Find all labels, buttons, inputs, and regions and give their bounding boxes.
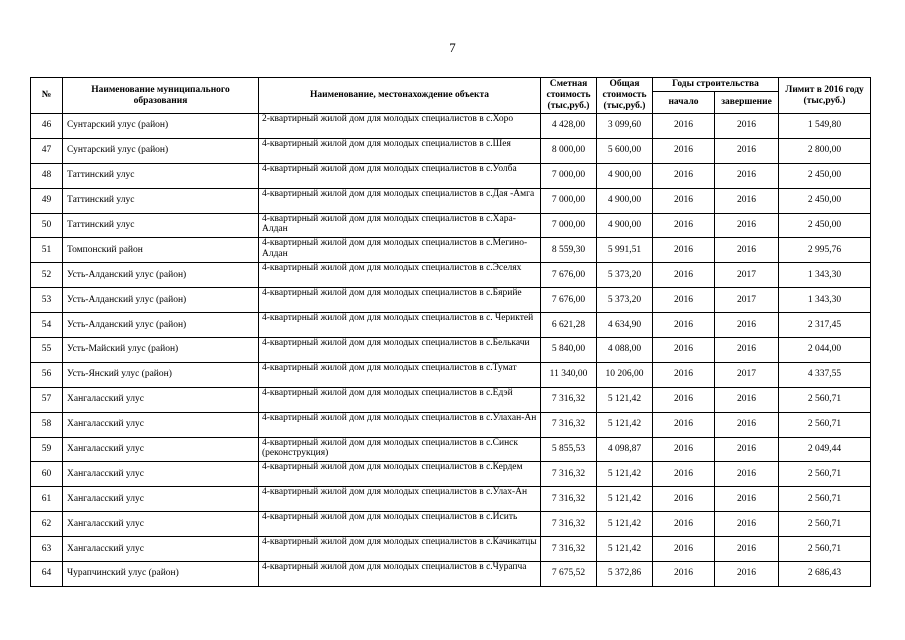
table-row bbox=[31, 387, 871, 412]
cell-object: 4-квартирный жилой дом для молодых специалистов в с.Едэй bbox=[259, 387, 541, 412]
cell-estimated-cost: 4 428,00 bbox=[541, 114, 597, 139]
cell-no: 58 bbox=[31, 412, 63, 437]
cell-end-year: 2016 bbox=[715, 512, 779, 537]
table-row bbox=[31, 562, 871, 587]
cell-limit: 2 560,71 bbox=[779, 387, 871, 412]
cell-total-cost: 5 121,42 bbox=[597, 512, 653, 537]
cell-estimated-cost: 7 316,32 bbox=[541, 537, 597, 562]
header-no: № bbox=[31, 78, 63, 114]
cell-estimated-cost: 7 675,52 bbox=[541, 562, 597, 587]
cell-object: 4-квартирный жилой дом для молодых специалистов в с.Мегино-Алдан bbox=[259, 238, 541, 263]
cell-start-year: 2016 bbox=[653, 512, 715, 537]
cell-no: 55 bbox=[31, 338, 63, 363]
cell-total-cost: 10 206,00 bbox=[597, 362, 653, 387]
cell-total-cost: 5 373,20 bbox=[597, 288, 653, 313]
header-total-cost: Общая стоимость (тыс,руб.) bbox=[597, 78, 653, 114]
cell-municipality: Усть-Алданский улус (район) bbox=[63, 313, 259, 338]
cell-no: 48 bbox=[31, 163, 63, 188]
cell-municipality: Хангаласский улус bbox=[63, 387, 259, 412]
cell-limit: 2 800,00 bbox=[779, 138, 871, 163]
cell-limit: 1 343,30 bbox=[779, 288, 871, 313]
header-end: завершение bbox=[715, 92, 779, 114]
cell-estimated-cost: 7 316,32 bbox=[541, 462, 597, 487]
cell-no: 51 bbox=[31, 238, 63, 263]
cell-object: 4-квартирный жилой дом для молодых специалистов в с.Тумат bbox=[259, 362, 541, 387]
cell-total-cost: 3 099,60 bbox=[597, 114, 653, 139]
cell-object: 4-квартирный жилой дом для молодых специалистов в с.Эселях bbox=[259, 263, 541, 288]
table-row bbox=[31, 412, 871, 437]
cell-no: 52 bbox=[31, 263, 63, 288]
cell-estimated-cost: 7 000,00 bbox=[541, 213, 597, 238]
cell-total-cost: 5 373,20 bbox=[597, 263, 653, 288]
cell-object: 4-квартирный жилой дом для молодых специалистов в с.Белькачи bbox=[259, 338, 541, 363]
cell-municipality: Таттинский улус bbox=[63, 213, 259, 238]
cell-estimated-cost: 7 316,32 bbox=[541, 487, 597, 512]
cell-limit: 2 995,76 bbox=[779, 238, 871, 263]
table-body bbox=[31, 114, 871, 587]
cell-end-year: 2016 bbox=[715, 387, 779, 412]
cell-start-year: 2016 bbox=[653, 387, 715, 412]
cell-object: 4-квартирный жилой дом для молодых специалистов в с.Исить bbox=[259, 512, 541, 537]
cell-municipality: Хангаласский улус bbox=[63, 462, 259, 487]
cell-total-cost: 5 121,42 bbox=[597, 462, 653, 487]
cell-start-year: 2016 bbox=[653, 362, 715, 387]
cell-object: 4-квартирный жилой дом для молодых специалистов в с.Бярийе bbox=[259, 288, 541, 313]
cell-estimated-cost: 8 000,00 bbox=[541, 138, 597, 163]
cell-estimated-cost: 7 676,00 bbox=[541, 288, 597, 313]
cell-estimated-cost: 7 000,00 bbox=[541, 163, 597, 188]
cell-no: 61 bbox=[31, 487, 63, 512]
cell-start-year: 2016 bbox=[653, 412, 715, 437]
table-row bbox=[31, 338, 871, 363]
cell-municipality: Хангаласский улус bbox=[63, 437, 259, 462]
cell-start-year: 2016 bbox=[653, 188, 715, 213]
table-header bbox=[31, 78, 871, 114]
cell-estimated-cost: 7 316,32 bbox=[541, 412, 597, 437]
cell-end-year: 2016 bbox=[715, 188, 779, 213]
table-row bbox=[31, 288, 871, 313]
table-row bbox=[31, 487, 871, 512]
cell-end-year: 2016 bbox=[715, 213, 779, 238]
cell-object: 4-квартирный жилой дом для молодых специалистов в с.Хара-Алдан bbox=[259, 213, 541, 238]
cell-end-year: 2016 bbox=[715, 338, 779, 363]
cell-end-year: 2016 bbox=[715, 412, 779, 437]
cell-total-cost: 4 634,90 bbox=[597, 313, 653, 338]
cell-limit: 2 450,00 bbox=[779, 188, 871, 213]
cell-end-year: 2017 bbox=[715, 263, 779, 288]
cell-estimated-cost: 5 840,00 bbox=[541, 338, 597, 363]
cell-start-year: 2016 bbox=[653, 138, 715, 163]
cell-start-year: 2016 bbox=[653, 163, 715, 188]
cell-no: 57 bbox=[31, 387, 63, 412]
cell-limit: 2 049,44 bbox=[779, 437, 871, 462]
table-row bbox=[31, 512, 871, 537]
cell-municipality: Томпонский район bbox=[63, 238, 259, 263]
cell-municipality: Таттинский улус bbox=[63, 163, 259, 188]
cell-end-year: 2016 bbox=[715, 537, 779, 562]
cell-municipality: Усть-Янский улус (район) bbox=[63, 362, 259, 387]
cell-start-year: 2016 bbox=[653, 537, 715, 562]
cell-limit: 2 317,45 bbox=[779, 313, 871, 338]
cell-object: 4-квартирный жилой дом для молодых специалистов в с.Дая -Амга bbox=[259, 188, 541, 213]
cell-end-year: 2016 bbox=[715, 114, 779, 139]
cell-end-year: 2016 bbox=[715, 562, 779, 587]
cell-total-cost: 4 900,00 bbox=[597, 188, 653, 213]
cell-municipality: Хангаласский улус bbox=[63, 512, 259, 537]
cell-end-year: 2017 bbox=[715, 288, 779, 313]
cell-municipality: Сунтарский улус (район) bbox=[63, 138, 259, 163]
cell-end-year: 2016 bbox=[715, 437, 779, 462]
cell-municipality: Чурапчинский улус (район) bbox=[63, 562, 259, 587]
cell-start-year: 2016 bbox=[653, 114, 715, 139]
table-row bbox=[31, 138, 871, 163]
header-municipality: Наименование муниципального образования bbox=[63, 78, 259, 114]
cell-estimated-cost: 7 316,32 bbox=[541, 387, 597, 412]
cell-object: 4-квартирный жилой дом для молодых специалистов в с.Уолба bbox=[259, 163, 541, 188]
cell-limit: 2 450,00 bbox=[779, 213, 871, 238]
cell-estimated-cost: 6 621,28 bbox=[541, 313, 597, 338]
cell-start-year: 2016 bbox=[653, 338, 715, 363]
table-row bbox=[31, 114, 871, 139]
cell-limit: 2 686,43 bbox=[779, 562, 871, 587]
cell-estimated-cost: 7 000,00 bbox=[541, 188, 597, 213]
header-start: начало bbox=[653, 92, 715, 114]
cell-total-cost: 4 900,00 bbox=[597, 163, 653, 188]
cell-start-year: 2016 bbox=[653, 487, 715, 512]
cell-municipality: Усть-Майский улус (район) bbox=[63, 338, 259, 363]
cell-municipality: Усть-Алданский улус (район) bbox=[63, 288, 259, 313]
cell-limit: 2 560,71 bbox=[779, 412, 871, 437]
table-row bbox=[31, 188, 871, 213]
cell-object: 4-квартирный жилой дом для молодых специалистов в с. Чериктей bbox=[259, 313, 541, 338]
cell-estimated-cost: 11 340,00 bbox=[541, 362, 597, 387]
cell-total-cost: 4 900,00 bbox=[597, 213, 653, 238]
cell-start-year: 2016 bbox=[653, 313, 715, 338]
cell-estimated-cost: 5 855,53 bbox=[541, 437, 597, 462]
cell-no: 53 bbox=[31, 288, 63, 313]
cell-object: 4-квартирный жилой дом для молодых специалистов в с.Улах-Ан bbox=[259, 487, 541, 512]
cell-total-cost: 5 372,86 bbox=[597, 562, 653, 587]
table-row bbox=[31, 537, 871, 562]
header-estimated-cost: Сметная стоимость (тыс,руб.) bbox=[541, 78, 597, 114]
cell-no: 54 bbox=[31, 313, 63, 338]
header-years: Годы строительства bbox=[653, 78, 779, 92]
header-limit: Лимит в 2016 году (тыс,руб.) bbox=[779, 78, 871, 114]
cell-estimated-cost: 7 676,00 bbox=[541, 263, 597, 288]
cell-total-cost: 5 991,51 bbox=[597, 238, 653, 263]
cell-no: 63 bbox=[31, 537, 63, 562]
cell-object: 4-квартирный жилой дом для молодых специалистов в с.Качикатцы bbox=[259, 537, 541, 562]
table-row bbox=[31, 313, 871, 338]
cell-limit: 2 044,00 bbox=[779, 338, 871, 363]
cell-total-cost: 5 121,42 bbox=[597, 487, 653, 512]
cell-limit: 2 560,71 bbox=[779, 537, 871, 562]
table-row bbox=[31, 437, 871, 462]
construction-table bbox=[30, 77, 871, 587]
cell-end-year: 2016 bbox=[715, 487, 779, 512]
cell-object: 2-квартирный жилой дом для молодых специалистов в с.Хоро bbox=[259, 114, 541, 139]
cell-total-cost: 5 600,00 bbox=[597, 138, 653, 163]
header-object: Наименование, местонахождение объекта bbox=[259, 78, 541, 114]
cell-object: 4-квартирный жилой дом для молодых специалистов в с.Улахан-Ан bbox=[259, 412, 541, 437]
cell-no: 50 bbox=[31, 213, 63, 238]
cell-limit: 2 560,71 bbox=[779, 462, 871, 487]
cell-no: 46 bbox=[31, 114, 63, 139]
cell-limit: 1 343,30 bbox=[779, 263, 871, 288]
cell-municipality: Хангаласский улус bbox=[63, 537, 259, 562]
cell-total-cost: 5 121,42 bbox=[597, 387, 653, 412]
cell-no: 64 bbox=[31, 562, 63, 587]
cell-start-year: 2016 bbox=[653, 288, 715, 313]
cell-object: 4-квартирный жилой дом для молодых специалистов в с.Синск (реконструкция) bbox=[259, 437, 541, 462]
cell-total-cost: 4 088,00 bbox=[597, 338, 653, 363]
cell-start-year: 2016 bbox=[653, 263, 715, 288]
cell-municipality: Хангаласский улус bbox=[63, 412, 259, 437]
table-row bbox=[31, 462, 871, 487]
cell-start-year: 2016 bbox=[653, 213, 715, 238]
cell-municipality: Таттинский улус bbox=[63, 188, 259, 213]
cell-end-year: 2016 bbox=[715, 238, 779, 263]
cell-total-cost: 5 121,42 bbox=[597, 537, 653, 562]
cell-no: 49 bbox=[31, 188, 63, 213]
cell-end-year: 2017 bbox=[715, 362, 779, 387]
table-row bbox=[31, 362, 871, 387]
cell-estimated-cost: 7 316,32 bbox=[541, 512, 597, 537]
cell-limit: 2 560,71 bbox=[779, 512, 871, 537]
page-number: 7 bbox=[449, 40, 456, 55]
cell-no: 60 bbox=[31, 462, 63, 487]
cell-no: 59 bbox=[31, 437, 63, 462]
cell-end-year: 2016 bbox=[715, 163, 779, 188]
cell-start-year: 2016 bbox=[653, 562, 715, 587]
cell-end-year: 2016 bbox=[715, 138, 779, 163]
cell-no: 47 bbox=[31, 138, 63, 163]
cell-start-year: 2016 bbox=[653, 437, 715, 462]
cell-limit: 4 337,55 bbox=[779, 362, 871, 387]
cell-estimated-cost: 8 559,30 bbox=[541, 238, 597, 263]
cell-total-cost: 5 121,42 bbox=[597, 412, 653, 437]
table-row bbox=[31, 238, 871, 263]
cell-start-year: 2016 bbox=[653, 462, 715, 487]
cell-start-year: 2016 bbox=[653, 238, 715, 263]
table-row bbox=[31, 163, 871, 188]
cell-municipality: Хангаласский улус bbox=[63, 487, 259, 512]
cell-object: 4-квартирный жилой дом для молодых специалистов в с.Чурапча bbox=[259, 562, 541, 587]
table-row bbox=[31, 213, 871, 238]
cell-municipality: Сунтарский улус (район) bbox=[63, 114, 259, 139]
cell-limit: 2 450,00 bbox=[779, 163, 871, 188]
cell-end-year: 2016 bbox=[715, 313, 779, 338]
table-row bbox=[31, 263, 871, 288]
cell-end-year: 2016 bbox=[715, 462, 779, 487]
cell-object: 4-квартирный жилой дом для молодых специалистов в с.Шея bbox=[259, 138, 541, 163]
cell-limit: 2 560,71 bbox=[779, 487, 871, 512]
cell-total-cost: 4 098,87 bbox=[597, 437, 653, 462]
cell-object: 4-квартирный жилой дом для молодых специалистов в с.Кердем bbox=[259, 462, 541, 487]
cell-limit: 1 549,80 bbox=[779, 114, 871, 139]
cell-no: 62 bbox=[31, 512, 63, 537]
cell-no: 56 bbox=[31, 362, 63, 387]
cell-municipality: Усть-Алданский улус (район) bbox=[63, 263, 259, 288]
